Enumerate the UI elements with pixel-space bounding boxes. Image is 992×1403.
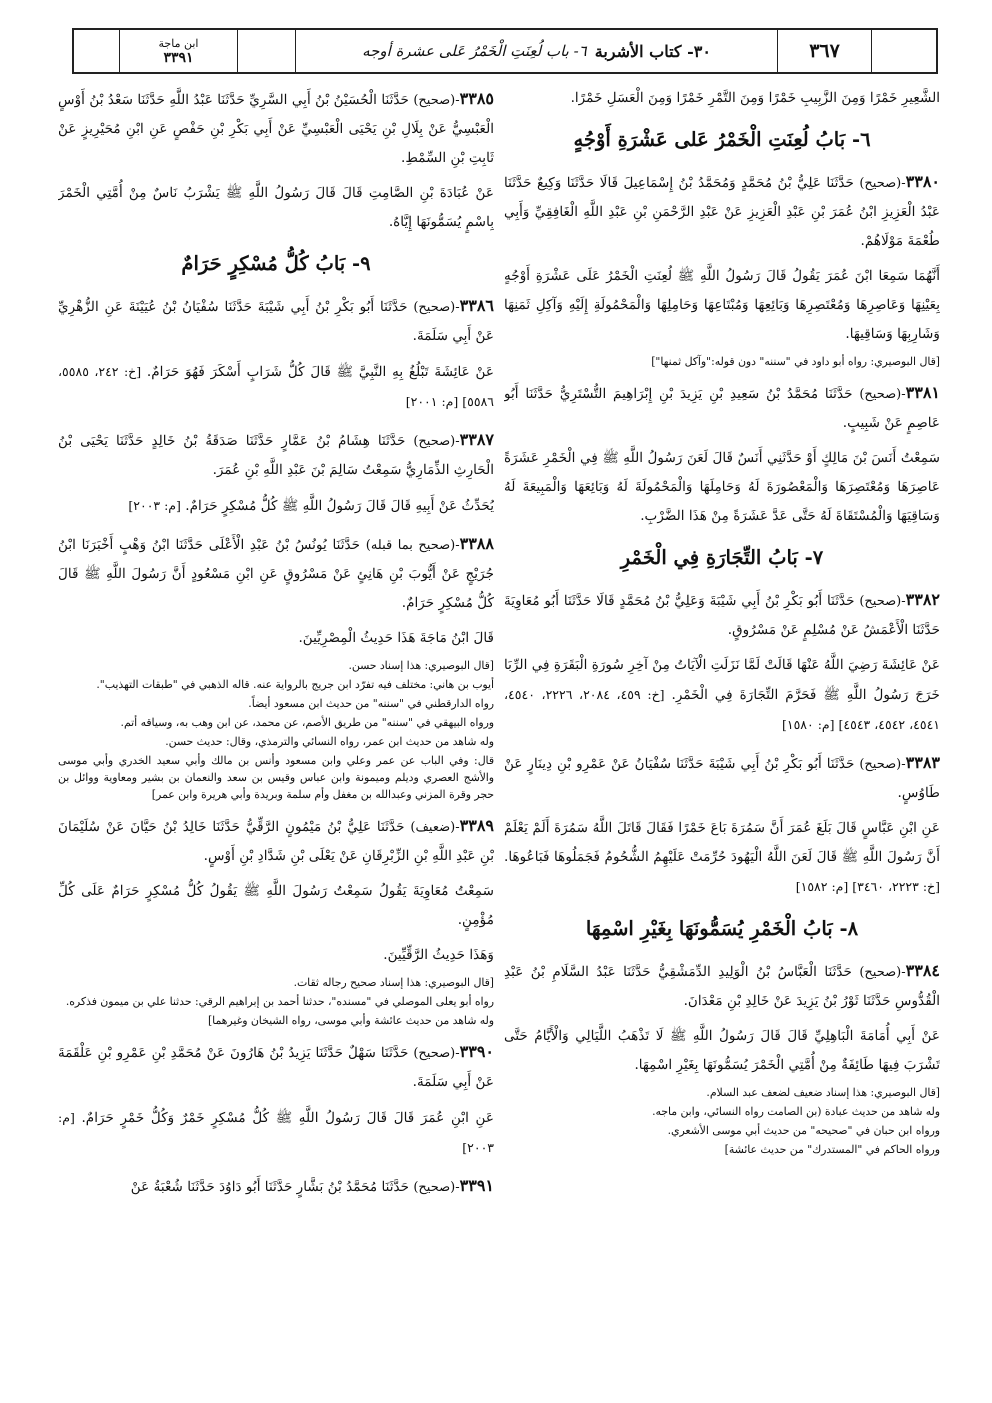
hadith-matn (58, 1103, 494, 1163)
hadith-3383 (504, 748, 940, 902)
isnad-text: حَدَّثَنَا الْعَبَّاسُ بْنُ الْوَلِيدِ الدِّمَشْقِيُّ حَدَّثَنَا عَبْدُ السَّلَامِ بْنُ عَبْدِ الْقُدُّوسِ حَدَّثَنَا ثَوْرُ بْنُ يَزِيدَ عَنْ خَالِدِ بْنِ مَعْدَانَ. (504, 964, 940, 1009)
takhrij-reference: [م: ٢٠٠٣] (128, 498, 181, 513)
busiri-notes (58, 974, 494, 1029)
takhrij-reference: [خ: ٢٢٢٣، ٣٤٦٠] [م: ١٥٨٢] (795, 879, 940, 894)
hadith-grade: -(صحيح) (859, 594, 906, 609)
page-number: ٣٦٧ (778, 30, 872, 72)
header-empty-cell-right (872, 30, 936, 72)
hadith-isnad (58, 811, 494, 871)
header-empty-cell-middle (238, 30, 296, 72)
hadith-grade: -(صحيح) (413, 1180, 460, 1195)
busiri-note: [قال البوصيري: هذا إسناد ضعيف لضعف عبد السلام. (706, 1086, 940, 1099)
hadith-isnad (58, 529, 494, 618)
isnad-text: حَدَّثَنَا أَبُو بَكْرِ بْنُ أَبِي شَيْبَةَ حَدَّثَنَا سُفْيَانُ بْنُ عُيَيْنَةَ عَنِ الزُّهْرِيِّ عَنْ أَبِي سَلَمَةَ. (58, 299, 494, 344)
takhrij-reference: [خ: ٤٥٩، ٢٠٨٤، ٢٢٢٦، ٤٥٤٠، ٤٥٤١، ٤٥٤٢، ٤٥٤٣] [م: ١٥٨٠] (504, 687, 940, 732)
hadith-3388 (58, 529, 494, 803)
isnad-text: حَدَّثَنَا هِشَامُ بْنُ عَمَّارٍ حَدَّثَنَا صَدَقَةُ بْنُ خَالِدٍ حَدَّثَنَا يَحْيَى بْنُ الْحَارِثِ الذِّمَارِيُّ سَمِعْتُ سَالِمَ بْنَ عَبْدِ اللَّهِ بْنِ عُمَرَ. (58, 433, 494, 478)
hadith-grade: -(صحيح بما قبله) (365, 538, 460, 553)
busiri-note: [قال البوصيري: رواه أبو داود في "سننه" دون قوله:"وآكل ثمنها"] (651, 355, 940, 368)
hadith-grade: -(صحيح) (859, 965, 906, 980)
chapter-heading-6: ٦- بَابُ لُعِنَتِ الْخَمْرُ عَلى عَشْرَةِ أَوْجُهٍ (573, 128, 871, 151)
hadith-grade: -(صحيح) (413, 300, 460, 315)
hadith-matn: قَالَ ابْنُ مَاجَةَ هَذَا حَدِيثُ الْمِصْرِيِّينَ. (298, 630, 494, 646)
hadith-3389 (58, 811, 494, 1029)
matn-text: يُحَدِّثُ عَنْ أَبِيهِ قَالَ قَالَ رَسُولُ اللَّهِ ﷺ كُلُّ مُسْكِرٍ حَرَامٌ. (185, 498, 494, 514)
hadith-isnad (58, 1171, 494, 1202)
hadith-matn (504, 651, 940, 740)
hadith-number: ٣٣٨٦ (459, 296, 494, 315)
ibn-majah-range: ٣٣٩١ (163, 50, 194, 66)
hadith-grade: -(ضعيف) (410, 820, 460, 835)
busiri-note: [قال البوصيري: هذا إسناد حسن. (348, 659, 494, 672)
isnad-text: حَدَّثَنَا عَلِيُّ بْنُ مَيْمُونٍ الرَّقِّيُّ حَدَّثَنَا خَالِدُ بْنُ حَيَّانَ عَنْ سُلَيْمَانَ بْنِ عَبْدِ اللَّهِ بْنِ الزِّبْرِقَانِ عَنْ يَعْلَى بْنِ شَدَّادِ بْنِ أَوْسٍ. (58, 819, 494, 864)
hadith-number: ٣٣٨٩ (459, 816, 494, 835)
busiri-note: قال: وفي الباب عن عمر وعلي وابن مسعود وأنس بن مالك وأبي سعيد الخدري وأبي موسى والأشج العصري وديلم وميمونة وابن عباس وقيس بن سعد والنعمان بن بشير ومعاوية ووائل بن حجر وقرة المزني وعبدالله بن مغفل وأم سلمة وبريدة وأبي هريرة وابن عمر] (58, 754, 494, 801)
hadith-3385 (58, 84, 494, 237)
hadith-3387 (58, 425, 494, 521)
hadith-matn (504, 814, 940, 902)
hadith-isnad (504, 585, 940, 645)
header-empty-cell-left (74, 30, 120, 72)
busiri-note: ورواه الحاكم في "المستدرك" من حديث عائشة] (724, 1143, 940, 1156)
hadith-grade: -(صحيح) (859, 387, 906, 402)
hadith-isnad (504, 167, 940, 256)
hadith-isnad (504, 378, 940, 438)
matn-text: عَنْ عَائِشَةَ رَضِيَ اللَّهُ عَنْهَا قَالَتْ لَمَّا نَزَلَتِ الْآيَاتُ مِنْ آخِرِ سُورَةِ الْبَقَرَةِ فِي الرِّبَا خَرَجَ رَسُولُ اللَّهِ ﷺ فَحَرَّمَ التِّجَارَةَ فِي الْخَمْرِ. (504, 657, 940, 703)
busiri-note: أيوب بن هاني: مختلف فيه تفرّد ابن جريج بالرواية عنه. قاله الذهبي في "طبقات التهذيب". (96, 678, 494, 691)
takhrij-reference: [م: ٢٠٠٣] (58, 1110, 494, 1155)
hadith-3391 (58, 1171, 494, 1202)
hadith-matn: سَمِعْتُ مُعَاوِيَةَ يَقُولُ سَمِعْتُ رَسُولَ اللَّهِ ﷺ يَقُولُ كُلُّ مُسْكِرٍ حَرَامٌ عَلَى كُلِّ مُؤْمِنٍ. (58, 883, 494, 928)
hadith-matn: سَمِعْتُ أَنَسَ بْنَ مَالِكٍ أَوْ حَدَّثَنِي أَنَسٌ قَالَ لَعَنَ رَسُولُ اللَّهِ ﷺ فِي الْخَمْرِ عَشَرَةً عَاصِرَهَا وَمُعْتَصِرَهَا وَالْمَعْصُورَةَ لَهُ وَحَامِلَهَا وَالْمَحْمُولَةَ لَهُ وَبَائِعَهَا وَالْمَبِيعَةَ لَهُ وَسَاقِيَهَا وَالْمُسْتَقَاةَ لَهُ حَتَّى عَدَّ عَشَرَةً مِنْ هَذَا الضَّرْبِ. (504, 450, 940, 524)
hadith-3380 (504, 167, 940, 370)
hadith-number: ٣٣٨٠ (905, 172, 940, 191)
hadith-matn: عَنْ أَبِي أُمَامَةَ الْبَاهِلِيِّ قَالَ قَالَ رَسُولُ اللَّهِ ﷺ لَا تَذْهَبُ اللَّيَالِي وَالْأَيَّامُ حَتَّى تَشْرَبَ فِيهَا طَائِفَةٌ مِنْ أُمَّتِي الْخَمْرَ يُسَمُّونَهَا بِغَيْرِ اسْمِهَا. (504, 1028, 940, 1073)
left-column (58, 84, 494, 1384)
isnad-text: حَدَّثَنَا عَلِيُّ بْنُ مُحَمَّدٍ وَمُحَمَّدُ بْنُ إِسْمَاعِيلَ قَالَا حَدَّثَنَا وَكِيعٌ حَدَّثَنَا عَبْدُ الْعَزِيزِ ابْنُ عُمَرَ بْنِ عَبْدِ الْعَزِيزِ عَنْ عَبْدِ الرَّحْمَنِ بْنِ عَبْدِ اللَّهِ الْغَافِقِيِّ وَأَبِي طُعْمَةَ مَوْلَاهُمْ. (504, 175, 940, 249)
chapter-heading-9: ٩- بَابُ كُلُّ مُسْكِرٍ حَرَامٌ (181, 252, 371, 275)
hadith-3382 (504, 585, 940, 740)
hadith-isnad (504, 956, 940, 1016)
takhrij-reference: [خ: ٢٤٢، ٥٥٨٥، ٥٥٨٦] [م: ٢٠٠١] (58, 364, 494, 409)
hadith-number: ٣٣٨٥ (459, 89, 494, 108)
hadith-number: ٣٣٩٠ (459, 1042, 494, 1061)
right-column (504, 84, 940, 1384)
isnad-text: حَدَّثَنَا الْحُسَيْنُ بْنُ أَبِي السَّرِيِّ حَدَّثَنَا عَبْدُ اللَّهِ حَدَّثَنَا سَعْدُ بْنُ أَوْسٍ الْعَبْسِيُّ عَنْ بِلَالِ بْنِ يَحْيَى الْعَبْسِيِّ عَنْ أَبِي بَكْرِ بْنِ حَفْصٍ عَنِ ابْنِ مُحَيْرِيزٍ عَنْ ثَابِتِ بْنِ السِّمْطِ. (58, 92, 494, 166)
busiri-note: وله شاهد من حديث عائشة وأبي موسى، رواه الشيخان وغيرهما] (207, 1014, 494, 1027)
isnad-text: حَدَّثَنَا سَهْلٌ حَدَّثَنَا يَزِيدُ بْنُ هَارُونَ عَنْ مُحَمَّدِ بْنِ عَمْرِو بْنِ عَلْقَمَةَ عَنْ أَبِي سَلَمَةَ. (58, 1045, 494, 1090)
busiri-note: ورواه البيهقي في "سننه" من طريق الأصم، عن محمد، عن ابن وهب به، وسياقه أتم. (120, 716, 494, 729)
matn-text: عَنْ عَائِشَةَ تَبْلُغُ بِهِ النَّبِيَّ ﷺ قَالَ كُلُّ شَرَابٍ أَسْكَرَ فَهُوَ حَرَامٌ. (146, 364, 494, 380)
book-title: ٣٠- كتاب الأشربة (594, 41, 711, 61)
hadith-matn-remark: وَهَذَا حَدِيثُ الرَّقِّيِّينَ. (383, 947, 494, 963)
hadith-isnad (58, 1037, 494, 1097)
running-header (72, 28, 938, 74)
hadith-3386 (58, 291, 494, 417)
ibn-majah-label: ابن ماجة (158, 37, 199, 50)
hadith-isnad (58, 84, 494, 173)
intro-text: الشَّعِيرِ خَمْرًا وَمِنَ الزَّبِيبِ خَمْرًا وَمِنَ التَّمْرِ خَمْرًا وَمِنَ الْعَسَلِ خَمْرًا. (570, 90, 940, 106)
hadith-isnad (504, 748, 940, 808)
busiri-notes (58, 657, 494, 803)
hadith-grade: -(صحيح) (413, 434, 460, 449)
hadith-3384 (504, 956, 940, 1158)
isnad-text: حَدَّثَنَا أَبُو بَكْرِ بْنُ أَبِي شَيْبَةَ حَدَّثَنَا سُفْيَانُ عَنْ عَمْرِو بْنِ دِينَارٍ عَنْ طَاوُسٍ. (504, 756, 940, 801)
hadith-number: ٣٣٨٢ (905, 590, 940, 609)
chapter-heading-8: ٨- بَابُ الْخَمْرِ يُسَمُّونَهَا بِغَيْرِ اسْمِهَا (585, 917, 859, 940)
busiri-note: وله شاهد من حديث عبادة (بن الصامت رواه النسائي، وابن ماجه. (652, 1105, 940, 1118)
hadith-3381 (504, 378, 940, 531)
chapter-heading-7: ٧- بَابُ التِّجَارَةِ فِي الْخَمْرِ (620, 546, 824, 569)
isnad-text: حَدَّثَنَا أَبُو بَكْرِ بْنُ أَبِي شَيْبَةَ وَعَلِيُّ بْنُ مُحَمَّدٍ قَالَا حَدَّثَنَا أَبُو مُعَاوِيَةَ حَدَّثَنَا الْأَعْمَشُ عَنْ مُسْلِمٍ عَنْ مَسْرُوقٍ. (504, 593, 940, 638)
hadith-grade: -(صحيح) (413, 1046, 460, 1061)
isnad-text: حَدَّثَنَا مُحَمَّدُ بْنُ بَشَّارٍ حَدَّثَنَا أَبُو دَاوُدَ حَدَّثَنَا شُعْبَةُ عَنْ (130, 1179, 414, 1195)
isnad-text: حَدَّثَنَا يُونُسُ بْنُ عَبْدِ الْأَعْلَى حَدَّثَنَا ابْنُ وَهْبٍ أَخْبَرَنَا ابْنُ جُرَيْجٍ عَنْ أَيُّوبَ بْنِ هَانِئٍ عَنْ مَسْرُوقٍ عَنِ ابْنِ مَسْعُودٍ أَنَّ رَسُولَ اللَّهِ ﷺ قَالَ كُلُّ مُسْكِرٍ حَرَامٌ. (58, 537, 494, 611)
hadith-grade: -(صحيح) (859, 757, 906, 772)
hadith-matn: عَنْ عُبَادَةَ بْنِ الصَّامِتِ قَالَ قَالَ رَسُولُ اللَّهِ ﷺ يَشْرَبُ نَاسٌ مِنْ أُمَّتِي الْخَمْرَ بِاسْمٍ يُسَمُّونَهَا إِيَّاهُ. (58, 185, 494, 230)
busiri-note: رواه الدارقطني في "سننه" من حديث ابن مسعود أيضاً. (248, 697, 494, 710)
busiri-note: [قال البوصيري: هذا إسناد صحيح رجاله ثقات. (293, 976, 494, 989)
hadith-isnad (58, 291, 494, 351)
hadith-matn (58, 491, 494, 521)
hadith-number: ٣٣٨٣ (905, 753, 940, 772)
isnad-text: حَدَّثَنَا مُحَمَّدُ بْنُ سَعِيدِ بْنِ يَزِيدَ بْنِ إِبْرَاهِيمَ التُّسْتَرِيُّ حَدَّثَنَا أَبُو عَاصِمٍ عَنْ شَبِيبٍ. (504, 386, 940, 431)
busiri-note: رواه أبو يعلى الموصلي في "مسنده"، حدثنا أحمد بن إبراهيم الرقي: حدثنا علي بن ميمون فذكره. (65, 995, 494, 1008)
hadith-matn (58, 357, 494, 417)
busiri-note: ورواه ابن حبان في "صحيحه" من حديث أبي موسى الأشعري. (667, 1124, 940, 1137)
hadith-number: ٣٣٨٧ (459, 430, 494, 449)
matn-text: عَنِ ابْنِ عُمَرَ قَالَ قَالَ رَسُولُ اللَّهِ ﷺ كُلُّ مُسْكِرٍ خَمْرٌ وَكُلُّ خَمْرٍ حَرَامٌ. (81, 1110, 494, 1126)
hadith-3390 (58, 1037, 494, 1163)
busiri-note: وله شاهد من حديث ابن عمر، رواه النسائي والترمذي، وقال: حديث حسن. (165, 735, 494, 748)
hadith-number: ٣٣٨٨ (459, 534, 494, 553)
header-title (296, 30, 778, 72)
hadith-grade: -(صحيح) (413, 93, 460, 108)
hadith-isnad (58, 425, 494, 485)
hadith-number: ٣٣٨١ (905, 383, 940, 402)
hadith-number: ٣٣٩١ (459, 1176, 494, 1195)
hadith-matn: أَنَّهُمَا سَمِعَا ابْنَ عُمَرَ يَقُولُ قَالَ رَسُولُ اللَّهِ ﷺ لُعِنَتِ الْخَمْرُ عَلَى عَشْرَةِ أَوْجُهٍ بِعَيْنِهَا وَعَاصِرِهَا وَمُعْتَصِرِهَا وَبَائِعِهَا وَمُبْتَاعِهَا وَحَامِلِهَا وَالْمَحْمُولَةِ إِلَيْهِ وَآكِلِ ثَمَنِهَا وَشَارِبِهَا وَسَاقِيهَا. (504, 268, 940, 342)
hadith-number: ٣٣٨٤ (905, 961, 940, 980)
busiri-notes (504, 1084, 940, 1158)
matn-text: عَنِ ابْنِ عَبَّاسٍ قَالَ بَلَغَ عُمَرَ أَنَّ سَمُرَةَ بَاعَ خَمْرًا فَقَالَ قَاتَلَ اللَّهُ سَمُرَةَ أَلَمْ يَعْلَمْ أَنَّ رَسُولَ اللَّهِ ﷺ قَالَ لَعَنَ اللَّهُ الْيَهُودَ حُرِّمَتْ عَلَيْهِمُ الشُّحُومُ فَجَمَلُوهَا فَبَاعُوهَا. (504, 820, 940, 865)
hadith-grade: -(صحيح) (859, 176, 906, 191)
chapter-title: ٦- باب لُعِنَتِ الْخَمْرُ عَلى عشرة أوجه (362, 42, 587, 60)
ibn-majah-reference (120, 30, 238, 72)
